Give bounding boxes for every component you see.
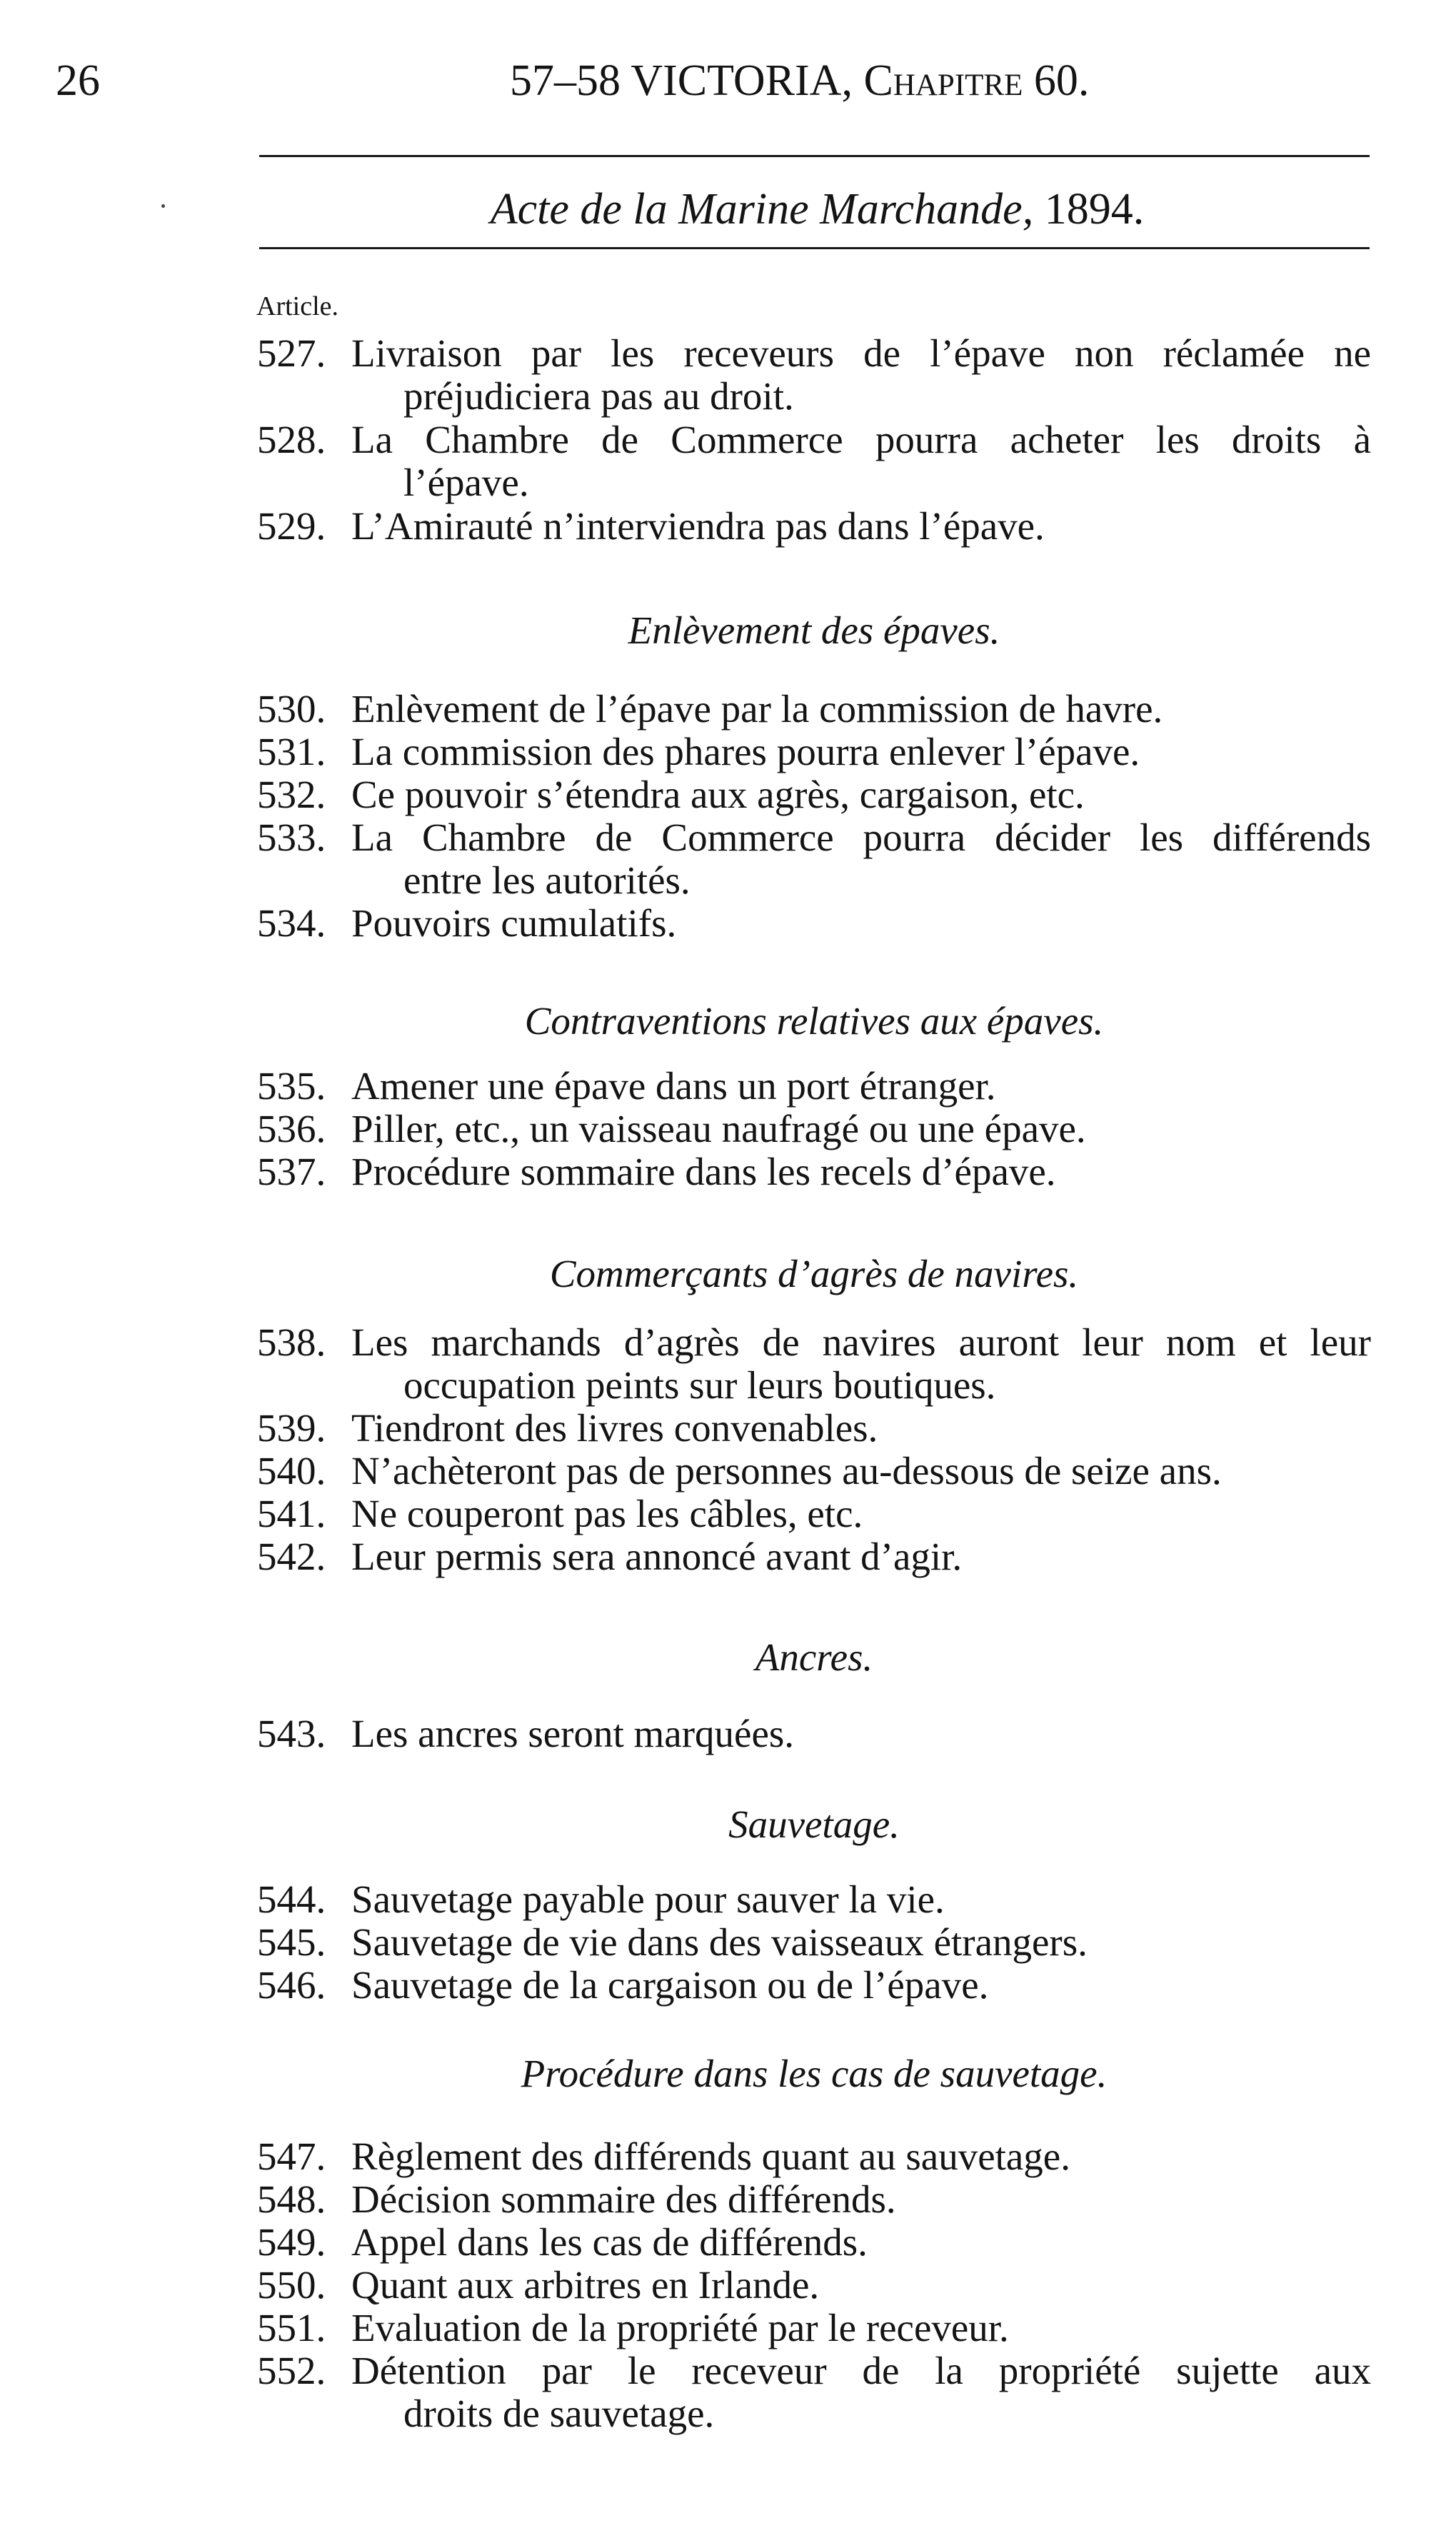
list-item bbox=[257, 332, 1371, 418]
list-item bbox=[257, 1964, 1371, 2007]
list-item bbox=[257, 2135, 1371, 2178]
act-title-year: 1894. bbox=[1033, 185, 1145, 234]
article-column-label: Article. bbox=[256, 291, 339, 321]
article-number: 542. bbox=[257, 1535, 326, 1578]
article-number: 535. bbox=[257, 1064, 326, 1108]
list-item bbox=[257, 2307, 1371, 2349]
title-rule-top bbox=[259, 155, 1370, 157]
list-item bbox=[257, 1878, 1371, 1921]
list-item bbox=[257, 1407, 1371, 1450]
list-item bbox=[257, 2349, 1371, 2435]
article-text: Appel dans les cas de différends. bbox=[351, 2220, 868, 2264]
section-heading: Ancres. bbox=[755, 1635, 873, 1679]
list-item bbox=[257, 2221, 1371, 2264]
running-title bbox=[510, 56, 1090, 105]
article-number: 540. bbox=[257, 1449, 326, 1493]
list-item bbox=[257, 1321, 1371, 1407]
article-text-continued: entre les autorités. bbox=[403, 858, 691, 902]
list-item bbox=[257, 1535, 1371, 1578]
article-text: Ce pouvoir s’étendra aux agrès, cargaison, etc. bbox=[351, 773, 1085, 816]
list-item bbox=[257, 1921, 1371, 1964]
article-number: 546. bbox=[257, 1963, 326, 2007]
section-heading: Sauvetage. bbox=[728, 1802, 900, 1846]
article-number: 549. bbox=[257, 2220, 326, 2264]
article-text: Evaluation de la propriété par le receveur. bbox=[351, 2306, 1009, 2349]
article-text: Sauvetage payable pour sauver la vie. bbox=[351, 1877, 945, 1921]
article-text: La Chambre de Commerce pourra acheter les droits à bbox=[351, 418, 1371, 461]
article-number: 530. bbox=[257, 687, 326, 731]
article-text: Règlement des différends quant au sauvetage. bbox=[351, 2135, 1070, 2178]
article-number: 533. bbox=[257, 816, 326, 859]
article-number: 531. bbox=[257, 730, 326, 773]
act-title bbox=[0, 185, 1456, 234]
list-item bbox=[257, 773, 1371, 816]
article-text: L’Amirauté n’interviendra pas dans l’épave. bbox=[351, 504, 1045, 548]
margin-speck bbox=[161, 204, 165, 208]
list-item bbox=[257, 816, 1371, 902]
list-item bbox=[257, 731, 1371, 773]
list-item bbox=[257, 1450, 1371, 1493]
article-text: Tiendront des livres convenables. bbox=[351, 1406, 878, 1450]
article-number: 552. bbox=[257, 2349, 326, 2392]
article-number: 536. bbox=[257, 1107, 326, 1150]
list-item bbox=[257, 1065, 1371, 1108]
section-heading: Contraventions relatives aux épaves. bbox=[524, 999, 1104, 1043]
article-number: 544. bbox=[257, 1877, 326, 1921]
article-text: Livraison par les receveurs de l’épave non réclamée ne bbox=[351, 331, 1371, 375]
list-item bbox=[257, 1493, 1371, 1535]
article-text: Les ancres seront marquées. bbox=[351, 1712, 795, 1755]
article-number: 534. bbox=[257, 901, 326, 945]
article-text: Procédure sommaire dans les recels d’épave. bbox=[351, 1150, 1056, 1193]
article-text-continued: préjudiciera pas au droit. bbox=[403, 374, 794, 418]
article-text: N’achèteront pas de personnes au-dessous de seize ans. bbox=[351, 1449, 1222, 1493]
article-text: Détention par le receveur de la propriété sujette aux bbox=[351, 2349, 1371, 2392]
section-heading: Enlèvement des épaves. bbox=[628, 608, 1000, 652]
article-text: Amener une épave dans un port étranger. bbox=[351, 1064, 996, 1108]
article-text: Leur permis sera annoncé avant d’agir. bbox=[351, 1535, 963, 1578]
page-number: 26 bbox=[56, 56, 100, 105]
section-heading: Commerçants d’agrès de navires. bbox=[549, 1252, 1079, 1295]
article-text: Ne couperont pas les câbles, etc. bbox=[351, 1492, 863, 1535]
article-text-continued: l’épave. bbox=[403, 461, 529, 504]
article-text: Sauvetage de vie dans des vaisseaux étrangers. bbox=[351, 1920, 1088, 1964]
article-text: Sauvetage de la cargaison ou de l’épave. bbox=[351, 1963, 989, 2007]
article-number: 550. bbox=[257, 2263, 326, 2307]
list-item bbox=[257, 1108, 1371, 1150]
article-text: Décision sommaire des différends. bbox=[351, 2177, 896, 2221]
article-text: Quant aux arbitres en Irlande. bbox=[351, 2263, 820, 2307]
article-number: 529. bbox=[257, 504, 326, 548]
act-title-name: Acte de la Marine Marchande, bbox=[490, 185, 1034, 234]
article-text: Les marchands d’agrès de navires auront leur nom et leur bbox=[351, 1320, 1371, 1364]
article-number: 548. bbox=[257, 2177, 326, 2221]
running-title-text: 57–58 VICTORIA, bbox=[510, 56, 864, 105]
article-text: La commission des phares pourra enlever l’épave. bbox=[351, 730, 1140, 773]
article-number: 539. bbox=[257, 1406, 326, 1450]
list-item bbox=[257, 1712, 1371, 1755]
article-text-continued: droits de sauvetage. bbox=[403, 2392, 715, 2435]
list-item bbox=[257, 1150, 1371, 1193]
article-text-continued: occupation peints sur leurs boutiques. bbox=[403, 1363, 996, 1407]
article-number: 547. bbox=[257, 2135, 326, 2178]
chapter-label: Chapitre bbox=[863, 56, 1023, 105]
article-number: 551. bbox=[257, 2306, 326, 2349]
article-number: 545. bbox=[257, 1920, 326, 1964]
article-text: Pouvoirs cumulatifs. bbox=[351, 901, 677, 945]
article-text: Enlèvement de l’épave par la commission de havre. bbox=[351, 687, 1163, 731]
article-number: 527. bbox=[257, 331, 326, 375]
article-text: La Chambre de Commerce pourra décider les différends bbox=[351, 816, 1371, 859]
article-number: 537. bbox=[257, 1150, 326, 1193]
title-rule-bottom bbox=[259, 247, 1370, 249]
article-text: Piller, etc., un vaisseau naufragé ou une épave. bbox=[351, 1107, 1086, 1150]
list-item bbox=[257, 2264, 1371, 2307]
list-item bbox=[257, 902, 1371, 945]
list-item bbox=[257, 688, 1371, 731]
article-number: 541. bbox=[257, 1492, 326, 1535]
article-number: 532. bbox=[257, 773, 326, 816]
section-heading: Procédure dans les cas de sauvetage. bbox=[521, 2052, 1108, 2095]
article-number: 543. bbox=[257, 1712, 326, 1755]
chapter-number: 60. bbox=[1023, 56, 1090, 105]
list-item bbox=[257, 505, 1371, 548]
article-number: 538. bbox=[257, 1320, 326, 1364]
list-item bbox=[257, 2178, 1371, 2221]
article-number: 528. bbox=[257, 418, 326, 461]
list-item bbox=[257, 418, 1371, 504]
